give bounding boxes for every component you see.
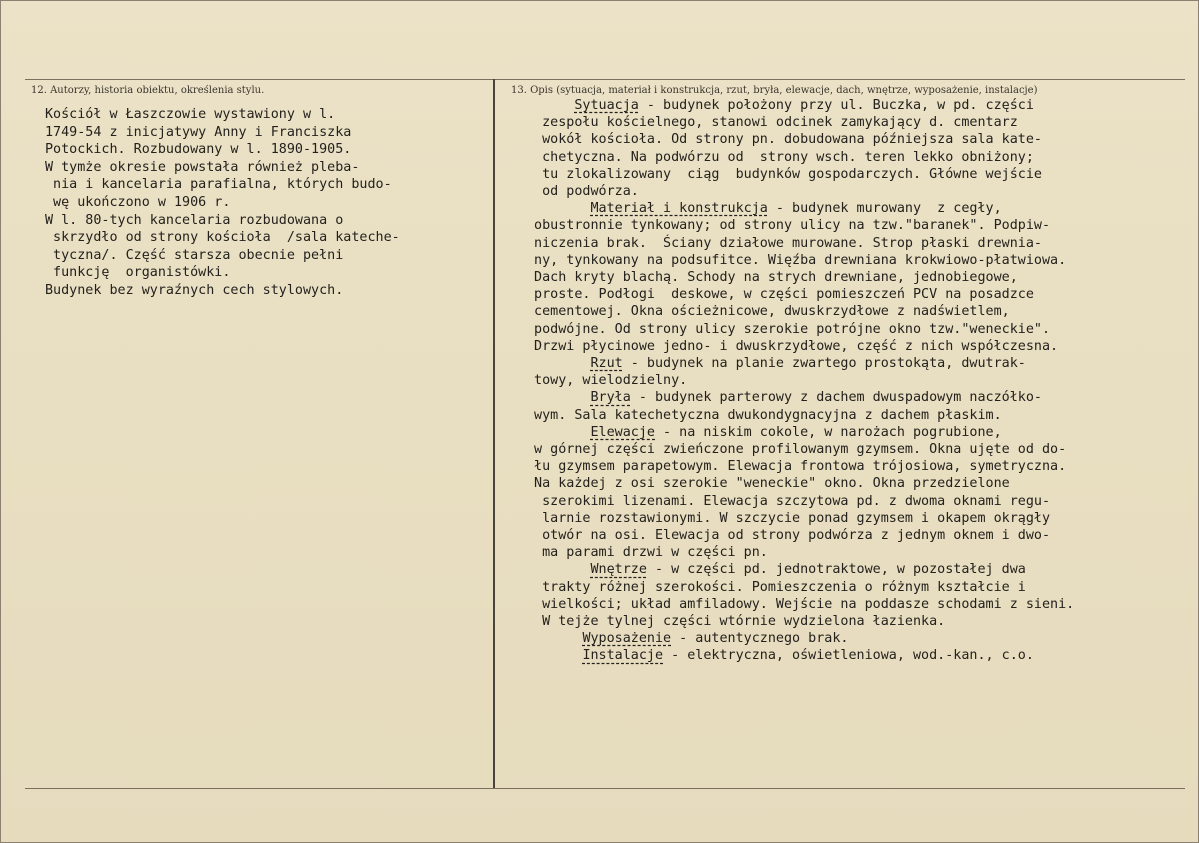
- typed-line: łu gzymsem parapetowym. Elewacja frontowa trójosiowa, symetryczna.: [526, 459, 1067, 475]
- typed-line: Wyposażenie - autentycznego brak.: [582, 631, 849, 647]
- typed-line: Sytuacja - budynek położony przy ul. Buczka, w pd. części: [574, 98, 1034, 113]
- typed-line: wę ukończono w 1906 r.: [45, 195, 231, 210]
- subsection-label: Sytuacja: [574, 98, 639, 113]
- typed-line: Drzwi płycinowe jedno- i dwuskrzydłowe, część z nich współczesna.: [526, 338, 1059, 354]
- typed-line: Na każdej z osi szerokie "weneckie" okno. Okna przedzielone: [526, 476, 1010, 492]
- subsection-label: Wyposażenie: [582, 631, 672, 647]
- typed-line: niczenia brak. Ściany działowe murowane. Strop płaski drewnia-: [526, 235, 1042, 251]
- typed-line: tu zlokalizowany ciąg budynków gospodarczych. Główne wejście: [526, 166, 1042, 182]
- typed-line: ny, tynkowany na podsufitce. Więźba drewniana krokwiowo-płatwiowa.: [526, 252, 1067, 268]
- typed-line: Potockich. Rozbudowany w l. 1890-1905.: [45, 142, 352, 158]
- typed-line: 1749-54 z inicjatywy Anny i Franciszka: [45, 124, 352, 140]
- section-13-heading: 13. Opis (sytuacja, materiał i konstrukcja, rzut, bryła, elewacje, dach, wnętrze, wyposażenie, instalacje): [511, 85, 1038, 96]
- bottom-divider: [25, 788, 1185, 789]
- typed-line: larnie rozstawionymi. W szczycie ponad gzymsem i okapem okrągły: [526, 510, 1051, 526]
- typed-line: W tymże okresie powstała również pleba-: [45, 159, 360, 175]
- column-divider: [493, 79, 495, 788]
- subsection-label: Rzut: [590, 356, 623, 371]
- typed-line: Dach kryty blachą. Schody na strych drewniane, jednobiegowe,: [526, 270, 1018, 285]
- subsection-label: Bryła: [590, 390, 631, 406]
- typed-line: od podwórza.: [526, 184, 639, 199]
- subsection-label: Materiał i konstrukcja: [590, 201, 768, 217]
- typed-line: funkcję organistówki.: [45, 265, 231, 281]
- typed-line: W l. 80-tych kancelaria rozbudowana o: [45, 212, 344, 228]
- typed-line: w górnej części zwieńczone profilowanym gzymsem. Okna ujęte od do-: [526, 442, 1067, 457]
- typed-line: skrzydło od strony kościoła /sala kateche-: [45, 230, 400, 246]
- typed-line: Kościół w Łaszczowie wystawiony w l.: [45, 107, 336, 122]
- typed-line: tyczna/. Część starsza obecnie pełni: [45, 247, 344, 263]
- typed-line: Instalacje - elektryczna, oświetleniowa, wod.-kan., c.o.: [582, 648, 1034, 664]
- subsection-label: Wnętrze: [590, 562, 647, 578]
- typed-line: Budynek bez wyraźnych cech stylowych.: [45, 283, 344, 298]
- typed-line: ma parami drzwi w części pn.: [526, 545, 768, 561]
- typed-line: podwójne. Od strony ulicy szerokie potrójne okno tzw."weneckie".: [526, 321, 1051, 337]
- typed-line: Elewacje - na niskim cokole, w narożach pogrubione,: [590, 424, 1002, 440]
- typed-line: obustronnie tynkowany; od strony ulicy na tzw."baranek". Podpiw-: [526, 218, 1051, 234]
- typed-line: Bryła - budynek parterowy z dachem dwuspadowym naczółko-: [590, 390, 1042, 406]
- top-divider: [25, 79, 1185, 80]
- typed-line: szerokimi lizenami. Elewacja szczytowa pd. z dwoma oknami regu-: [526, 493, 1051, 509]
- typed-line: chetyczna. Na podwórzu od strony wsch. teren lekko obniżony;: [526, 149, 1034, 165]
- typed-line: trakty różnej szerokości. Pomieszczenia o różnym kształcie i: [526, 579, 1026, 595]
- typed-line: wielkości; układ amfiladowy. Wejście na poddasze schodami z sieni.: [526, 596, 1075, 612]
- section-12-heading: 12. Autorzy, historia obiektu, określenia stylu.: [31, 85, 265, 96]
- subsection-label: Instalacje: [582, 648, 664, 664]
- subsection-label: Elewacje: [590, 424, 655, 440]
- typed-line: proste. Podłogi deskowe, w części pomieszczeń PCV na posadzce: [526, 287, 1034, 303]
- typed-line: towy, wielodzielny.: [526, 373, 688, 389]
- typed-line: Materiał i konstrukcja - budynek murowany z cegły,: [590, 201, 1002, 217]
- typed-line: wokół kościoła. Od strony pn. dobudowana późniejsza sala kate-: [526, 132, 1042, 148]
- typed-line: wym. Sala katechetyczna dwukondygnacyjna z dachem płaskim.: [526, 407, 1002, 423]
- typed-line: otwór na osi. Elewacja od strony podwórza z jednym oknem i dwo-: [526, 528, 1051, 543]
- typed-line: nia i kancelaria parafialna, których budo-: [45, 177, 392, 193]
- typed-line: cementowej. Okna ościeżnicowe, dwuskrzydłowe z nadświetlem,: [526, 304, 1010, 320]
- typed-line: Rzut - budynek na planie zwartego prostokąta, dwutrak-: [590, 356, 1026, 371]
- typed-line: W tejże tylnej części wtórnie wydzielona łazienka.: [526, 614, 946, 629]
- typed-line: Wnętrze - w części pd. jednotraktowe, w pozostałej dwa: [590, 562, 1026, 578]
- typed-line: zespołu kościelnego, stanowi odcinek zamykający d. cmentarz: [526, 115, 1018, 131]
